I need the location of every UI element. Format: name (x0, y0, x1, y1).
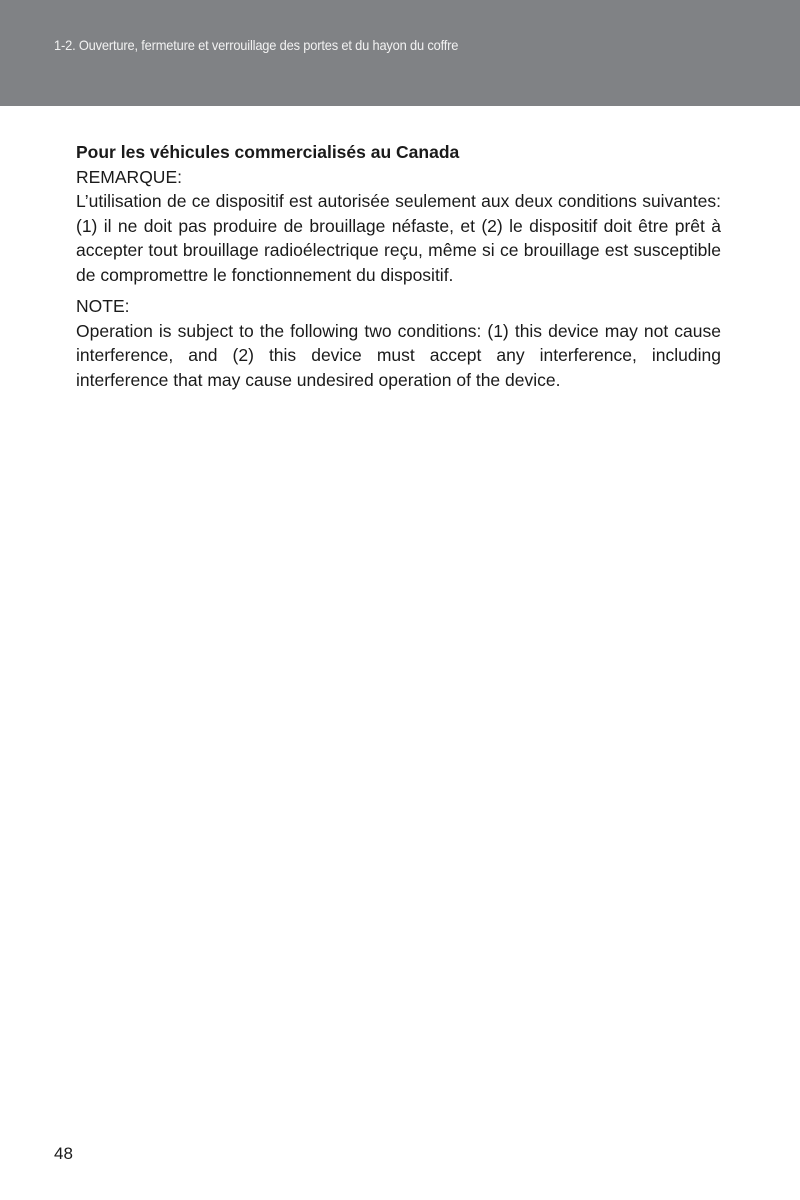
page-number: 48 (54, 1144, 73, 1163)
section-header-band (0, 0, 800, 106)
english-notice (76, 294, 721, 392)
page-content (76, 140, 721, 399)
section-title: 1-2. Ouverture, fermeture et verrouillage des portes et du hayon du coffre (54, 37, 459, 53)
section-heading: Pour les véhicules commercialisés au Canada (76, 142, 460, 162)
english-notice-text: Operation is subject to the following two conditions: (1) this device may not cause interference, and (2) this device must accept any interference, including interference that may cause undesired operation of the device. (76, 320, 721, 390)
french-notice-text: L’utilisation de ce dispositif est autorisée seulement aux deux conditions suivantes: (1) il ne doit pas produire de brouillage néfaste, et (2) le dispositif doit être prêt à accepter tout brouillage radioélectrique reçu, même si ce brouillage est susceptible de compromettre le fonctionnement du dispositif. (76, 191, 721, 285)
french-notice-label: REMARQUE: (76, 166, 182, 187)
english-notice-label: NOTE: (76, 296, 130, 316)
french-notice (76, 165, 721, 288)
